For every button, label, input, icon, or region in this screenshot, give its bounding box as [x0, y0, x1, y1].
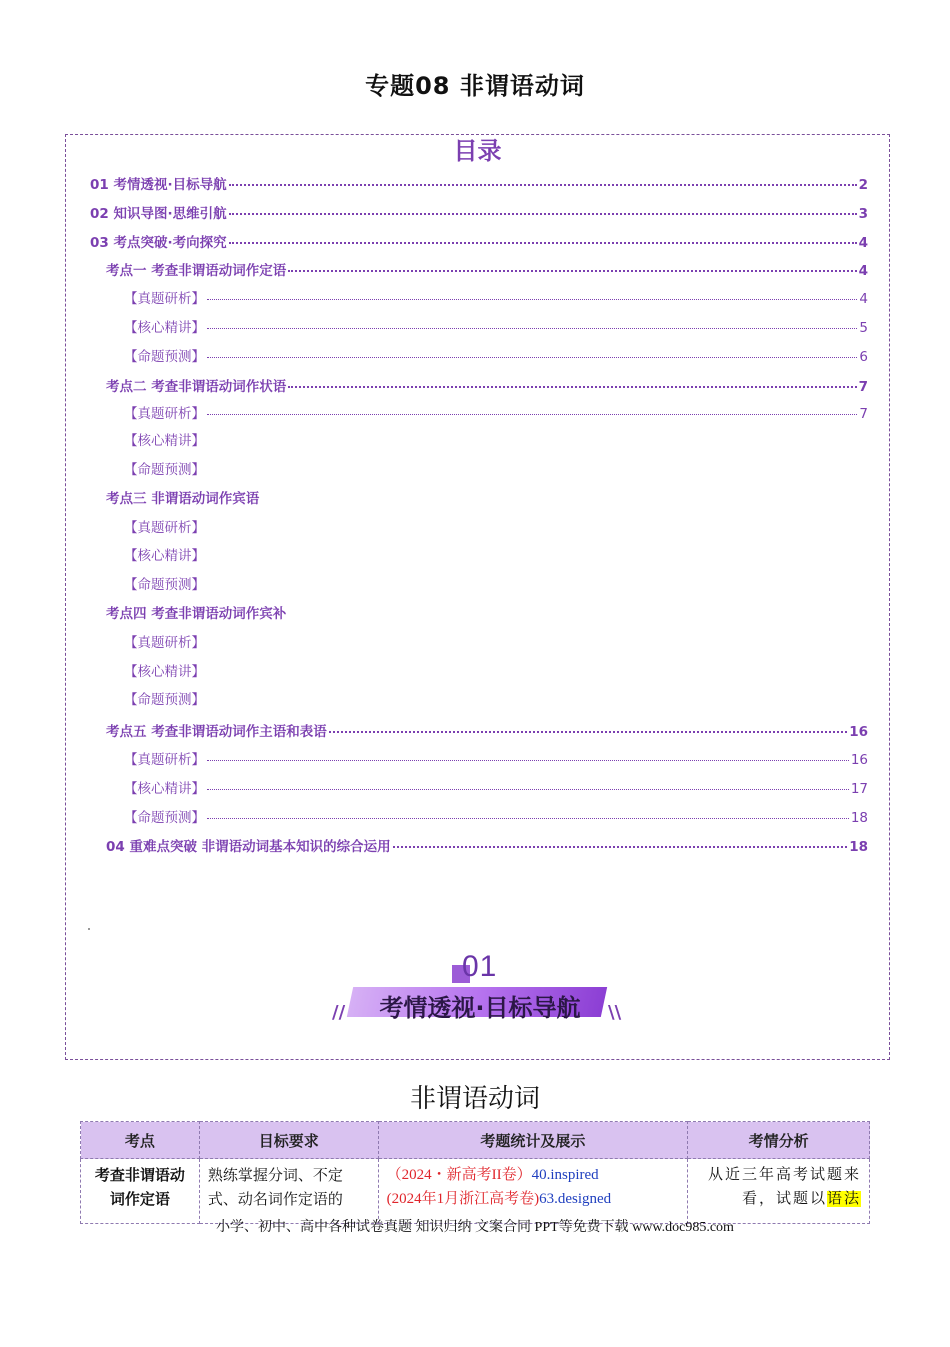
section-right-mark: \\: [608, 1002, 622, 1023]
toc-item-page: 17: [850, 780, 868, 797]
toc-leader-dots: [288, 256, 856, 272]
table-of-contents: [65, 134, 890, 1060]
stat-line-2: [387, 1187, 680, 1211]
toc-item-label: 【真题研析】: [124, 634, 205, 651]
toc-item-label: 03 考点突破·考向探究: [90, 234, 227, 251]
toc-leader-dots: [207, 400, 857, 415]
header-analysis: 考情分析: [688, 1122, 870, 1159]
toc-item-label: 【命题预测】: [124, 692, 205, 709]
toc-item[interactable]: [90, 231, 868, 252]
cell-point: 考查非谓语动词作定语: [81, 1159, 200, 1224]
toc-leader-dots: [207, 804, 849, 819]
toc-item-label: 【命题预测】: [124, 462, 205, 478]
toc-item-page: 4: [859, 291, 868, 308]
toc-item-page: 5: [859, 320, 868, 336]
toc-leader-dots: [207, 775, 849, 790]
toc-leader-dots: [288, 372, 856, 388]
toc-item[interactable]: [124, 576, 205, 594]
toc-item[interactable]: [106, 490, 259, 508]
toc-item-label: 【核心精讲】: [124, 780, 205, 797]
header-goal: 目标要求: [199, 1122, 378, 1159]
cell-analysis: [688, 1159, 870, 1224]
toc-item-label: 【命题预测】: [124, 348, 205, 365]
toc-leader-dots: [229, 228, 857, 244]
toc-item-label: 【真题研析】: [124, 519, 205, 536]
toc-leader-dots: [207, 314, 857, 329]
toc-item-label: 考点二 考查非谓语动词作状语: [106, 378, 287, 395]
stat-line-1: [387, 1163, 680, 1187]
toc-item[interactable]: [124, 461, 205, 479]
toc-item[interactable]: [106, 605, 286, 623]
toc-item[interactable]: [124, 807, 868, 827]
toc-item[interactable]: [124, 317, 868, 337]
toc-item-label: 考点五 考查非谓语动词作主语和表语: [106, 724, 327, 741]
toc-item[interactable]: [124, 519, 205, 537]
toc-item[interactable]: [124, 634, 205, 652]
toc-item-page: 4: [858, 263, 868, 280]
analysis-table: [80, 1121, 870, 1224]
header-stats: 考题统计及展示: [378, 1122, 688, 1159]
toc-item[interactable]: [124, 346, 868, 366]
toc-item-label: 02 知识导图·思维引航: [90, 205, 227, 222]
toc-item[interactable]: [124, 288, 868, 308]
toc-item-page: 18: [849, 839, 868, 856]
header-point: 考点: [81, 1122, 200, 1159]
toc-item[interactable]: [124, 691, 205, 709]
stat-1-item: 40.inspired: [531, 1167, 599, 1183]
toc-leader-dots: [229, 199, 857, 215]
toc-item[interactable]: [106, 375, 868, 396]
toc-item-label: 04 重难点突破 非谓语动词基本知识的综合运用: [106, 839, 391, 856]
toc-item-label: 【核心精讲】: [124, 548, 205, 565]
document-title: 专题08 非谓语动词: [365, 72, 585, 100]
toc-leader-dots: [329, 717, 848, 733]
cell-stats: [378, 1159, 688, 1224]
toc-item-label: 【真题研析】: [124, 752, 205, 768]
analysis-highlight: 语法: [826, 1191, 861, 1207]
toc-item[interactable]: [90, 202, 868, 223]
stat-2-source: (2024年1月浙江高考卷): [386, 1191, 540, 1207]
section-title: 考情透视·目标导航: [379, 994, 581, 1022]
cell-goal: 熟练掌握分词、不定式、动名词作定语的: [199, 1159, 378, 1224]
table-header-row: [81, 1122, 870, 1159]
toc-leader-dots: [207, 746, 849, 761]
toc-item[interactable]: [90, 173, 868, 194]
toc-item-page: 4: [858, 234, 868, 251]
toc-item-label: 01 考情透视·目标导航: [90, 177, 227, 193]
toc-item-label: 【命题预测】: [124, 809, 205, 826]
toc-item[interactable]: [124, 778, 868, 798]
toc-leader-dots: [229, 170, 857, 186]
toc-item[interactable]: [124, 403, 868, 423]
toc-item-label: 考点一 考查非谓语动词作定语: [106, 263, 287, 280]
toc-item-label: 考点四 考查非谓语动词作宾补: [106, 606, 287, 622]
toc-item-label: 【核心精讲】: [124, 320, 205, 336]
toc-item[interactable]: [106, 835, 868, 856]
toc-item-page: 18: [850, 809, 868, 826]
section-left-mark: //: [332, 1002, 346, 1023]
toc-item-page: 7: [858, 378, 868, 395]
toc-item[interactable]: [106, 720, 868, 741]
toc-item-label: 【核心精讲】: [124, 433, 205, 450]
toc-item-page: 7: [859, 406, 868, 423]
analysis-text: 从近三年高考试题来看，试题以: [707, 1167, 861, 1207]
toc-item[interactable]: [124, 432, 205, 450]
toc-item-page: 6: [859, 348, 868, 365]
toc-heading: 目录: [453, 137, 502, 165]
toc-item-label: 【真题研析】: [124, 291, 205, 308]
footer-text: 小学、初中、高中各种试卷真题 知识归纳 文案合同 PPT等免费下载 www.doc985.com: [216, 1220, 734, 1235]
stat-1-source: （2024・新高考II卷）: [386, 1167, 532, 1183]
toc-leader-dots: [393, 832, 848, 848]
toc-item[interactable]: [124, 663, 205, 681]
toc-leader-dots: [207, 285, 857, 300]
stat-2-item: 63.designed: [539, 1191, 612, 1207]
page-dot: [88, 928, 90, 930]
toc-item-label: 【核心精讲】: [124, 663, 205, 680]
toc-item-page: 16: [850, 752, 868, 768]
toc-item-label: 【真题研析】: [124, 406, 205, 423]
toc-item[interactable]: [124, 749, 868, 769]
toc-item-label: 考点三 非谓语动词作宾语: [106, 490, 260, 507]
sub-title: 非谓语动词: [409, 1084, 540, 1114]
toc-leader-dots: [207, 343, 857, 358]
section-number: 01: [462, 950, 498, 983]
toc-item[interactable]: [106, 259, 868, 280]
table-row: [81, 1159, 870, 1224]
toc-item[interactable]: [124, 547, 205, 565]
toc-item-page: 2: [858, 177, 868, 193]
toc-item-label: 【命题预测】: [124, 577, 205, 594]
toc-item-page: 3: [858, 205, 868, 222]
toc-item-page: 16: [849, 724, 868, 741]
